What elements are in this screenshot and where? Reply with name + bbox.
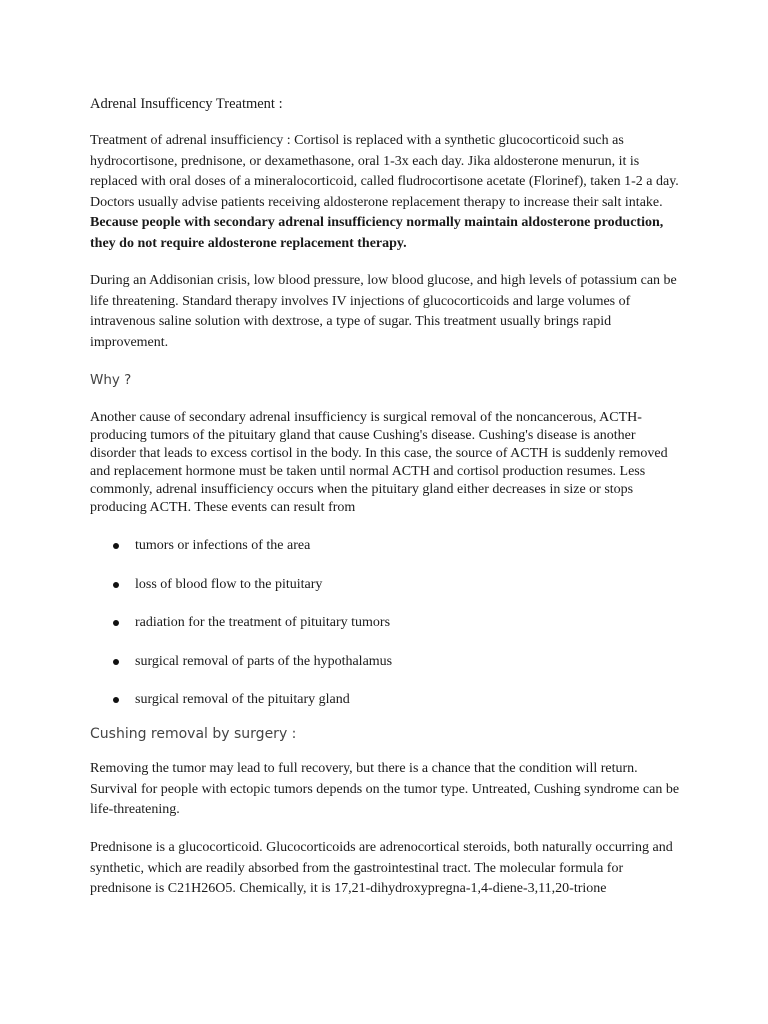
bullet-icon — [113, 582, 119, 588]
treatment-paragraph — [90, 131, 682, 254]
prednisone-paragraph: Prednisone is a glucocorticoid. Glucocorticoids are adrenocortical steroids, both naturally occurring and synthetic, which are readily absorbed from the gastrointestinal tract. The molecular formula for prednisone is C21H26O5. Chemically, it is 17,21-dihydroxypregna-1,4-diene-3,11,20-trione — [90, 840, 673, 896]
bullet-icon — [113, 697, 119, 703]
treatment-paragraph-text: Treatment of adrenal insufficiency : Cortisol is replaced with a synthetic glucocorticoid such as hydrocortisone, prednisone, or dexamethasone, oral 1-3x each day. Jika aldosterone menurun, it is replaced with oral doses of a mineralocorticoid, called fludrocortisone acetate (Florinef), taken 1-2 a day. Doctors usually advise patients receiving aldosterone replacement therapy to increase their salt intake. — [90, 133, 679, 210]
why-heading: Why ? — [90, 372, 132, 388]
bullet-icon — [113, 543, 119, 549]
list-item — [90, 613, 650, 652]
list-item-text: surgical removal of parts of the hypothalamus — [135, 653, 393, 669]
list-item-text: loss of blood flow to the pituitary — [135, 576, 323, 592]
bullet-icon — [113, 620, 119, 626]
list-item-text: radiation for the treatment of pituitary tumors — [135, 615, 391, 630]
surgery-outcome-paragraph: Removing the tumor may lead to full recovery, but there is a chance that the condition will return. Survival for people with ectopic tumors depends on the tumor type. Untreated, Cushing syndrome can be life-threatening. — [90, 761, 680, 817]
list-item — [90, 575, 650, 614]
list-item — [90, 690, 650, 729]
list-item — [90, 652, 650, 691]
causes-list — [90, 536, 650, 729]
list-item — [90, 536, 650, 575]
addisonian-crisis-paragraph: During an Addisonian crisis, low blood pressure, low blood glucose, and high levels of potassium can be life threatening. Standard therapy involves IV injections of glucocorticoids and large volumes of intravenous saline solution with dextrose, a type of sugar. This treatment usually brings rapid improvement. — [90, 273, 677, 350]
list-item-text: surgical removal of the pituitary gland — [135, 692, 350, 707]
treatment-paragraph-bold: Because people with secondary adrenal insufficiency normally maintain aldosterone production, they do not require aldosterone replacement therapy. — [90, 215, 664, 251]
list-item-text: tumors or infections of the area — [135, 538, 311, 553]
secondary-cause-paragraph: Another cause of secondary adrenal insufficiency is surgical removal of the noncancerous, ACTH-producing tumors of the pituitary gland that cause Cushing's disease. Cushing's disease is another disorder that leads to excess cortisol in the body. In this case, the source of ACTH is suddenly removed and replacement hormone must be taken until normal ACTH and cortisol production resumes. Less commonly, adrenal insufficiency occurs when the pituitary gland either decreases in size or stops producing ACTH. These events can result from — [90, 410, 668, 515]
bullet-icon — [113, 659, 119, 665]
cushing-heading: Cushing removal by surgery : — [90, 726, 297, 742]
document-title: Adrenal Insufficency Treatment : — [90, 96, 283, 112]
